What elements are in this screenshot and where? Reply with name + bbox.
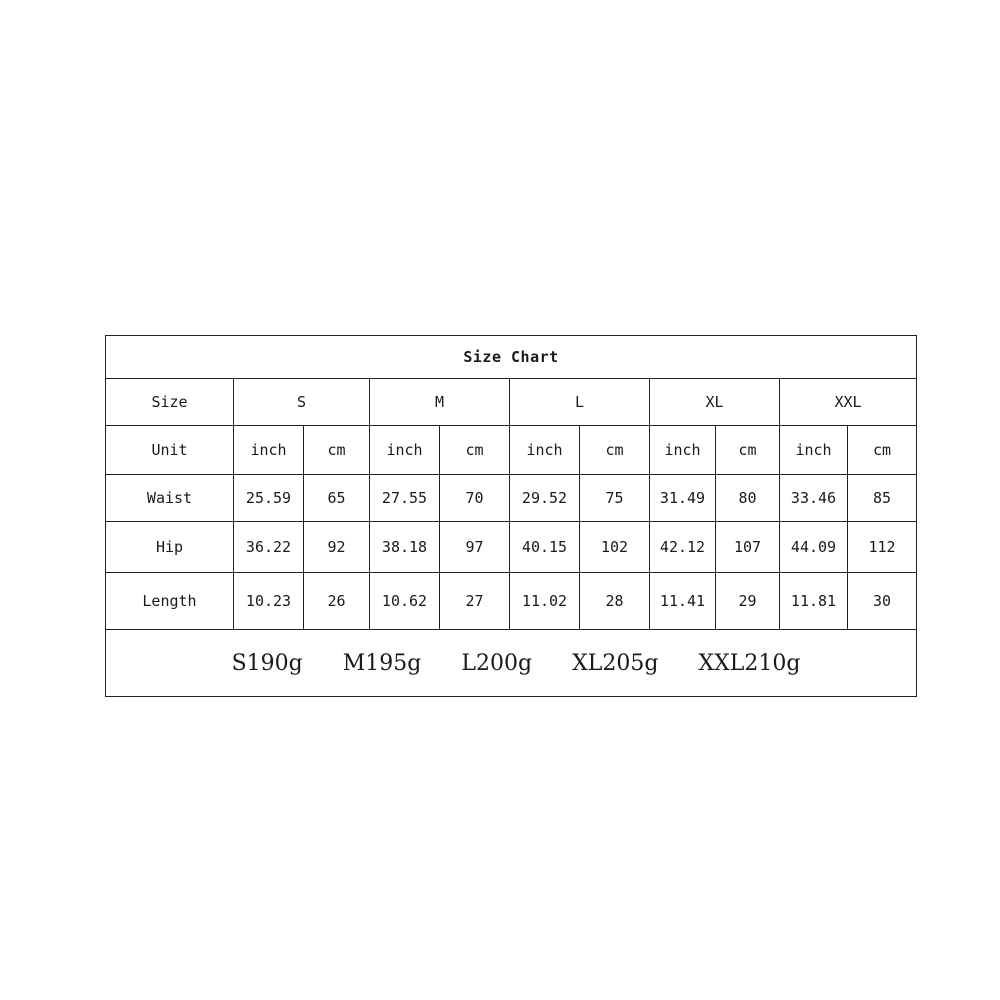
table-cell: 44.09 [780, 522, 848, 573]
table-cell: 42.12 [650, 522, 716, 573]
table-cell: 92 [304, 522, 370, 573]
size-xl: XL [650, 379, 780, 426]
unit-inch: inch [370, 426, 440, 475]
table-cell: 31.49 [650, 475, 716, 522]
table-cell: 10.23 [234, 573, 304, 630]
table-cell: 102 [580, 522, 650, 573]
table-cell: 29.52 [510, 475, 580, 522]
unit-row [106, 426, 917, 475]
table-cell: 29 [716, 573, 780, 630]
row-label: Length [106, 573, 234, 630]
size-chart-table [105, 335, 917, 697]
size-chart [105, 335, 916, 690]
table-cell: 27.55 [370, 475, 440, 522]
table-cell: 28 [580, 573, 650, 630]
table-cell: 10.62 [370, 573, 440, 630]
weight-xl: XL205g [572, 650, 659, 676]
unit-cm: cm [580, 426, 650, 475]
table-cell: 85 [848, 475, 917, 522]
table-cell: 80 [716, 475, 780, 522]
table-row-waist [106, 475, 917, 522]
table-cell: 33.46 [780, 475, 848, 522]
unit-inch: inch [510, 426, 580, 475]
table-row-length [106, 573, 917, 630]
size-m: M [370, 379, 510, 426]
weights-row [106, 630, 917, 697]
table-cell: 70 [440, 475, 510, 522]
unit-inch: inch [234, 426, 304, 475]
size-l: L [510, 379, 650, 426]
row-label: Waist [106, 475, 234, 522]
table-cell: 65 [304, 475, 370, 522]
chart-title: Size Chart [106, 336, 917, 379]
unit-cm: cm [716, 426, 780, 475]
weight-s: S190g [231, 650, 303, 676]
weight-l: L200g [461, 650, 533, 676]
weights-list [106, 651, 916, 676]
table-cell: 40.15 [510, 522, 580, 573]
table-cell: 97 [440, 522, 510, 573]
table-cell: 25.59 [234, 475, 304, 522]
table-cell: 11.81 [780, 573, 848, 630]
table-cell: 75 [580, 475, 650, 522]
table-cell: 36.22 [234, 522, 304, 573]
table-cell: 26 [304, 573, 370, 630]
size-header-row [106, 379, 917, 426]
unit-cm: cm [848, 426, 917, 475]
weight-xxl: XXL210g [698, 650, 801, 676]
table-cell: 27 [440, 573, 510, 630]
table-cell: 38.18 [370, 522, 440, 573]
unit-inch: inch [780, 426, 848, 475]
unit-label: Unit [106, 426, 234, 475]
size-label: Size [106, 379, 234, 426]
unit-inch: inch [650, 426, 716, 475]
unit-cm: cm [440, 426, 510, 475]
unit-cm: cm [304, 426, 370, 475]
table-cell: 107 [716, 522, 780, 573]
size-s: S [234, 379, 370, 426]
row-label: Hip [106, 522, 234, 573]
table-cell: 11.02 [510, 573, 580, 630]
table-cell: 11.41 [650, 573, 716, 630]
weight-m: M195g [342, 650, 422, 676]
table-cell: 112 [848, 522, 917, 573]
table-cell: 30 [848, 573, 917, 630]
size-xxl: XXL [780, 379, 917, 426]
table-row-hip [106, 522, 917, 573]
